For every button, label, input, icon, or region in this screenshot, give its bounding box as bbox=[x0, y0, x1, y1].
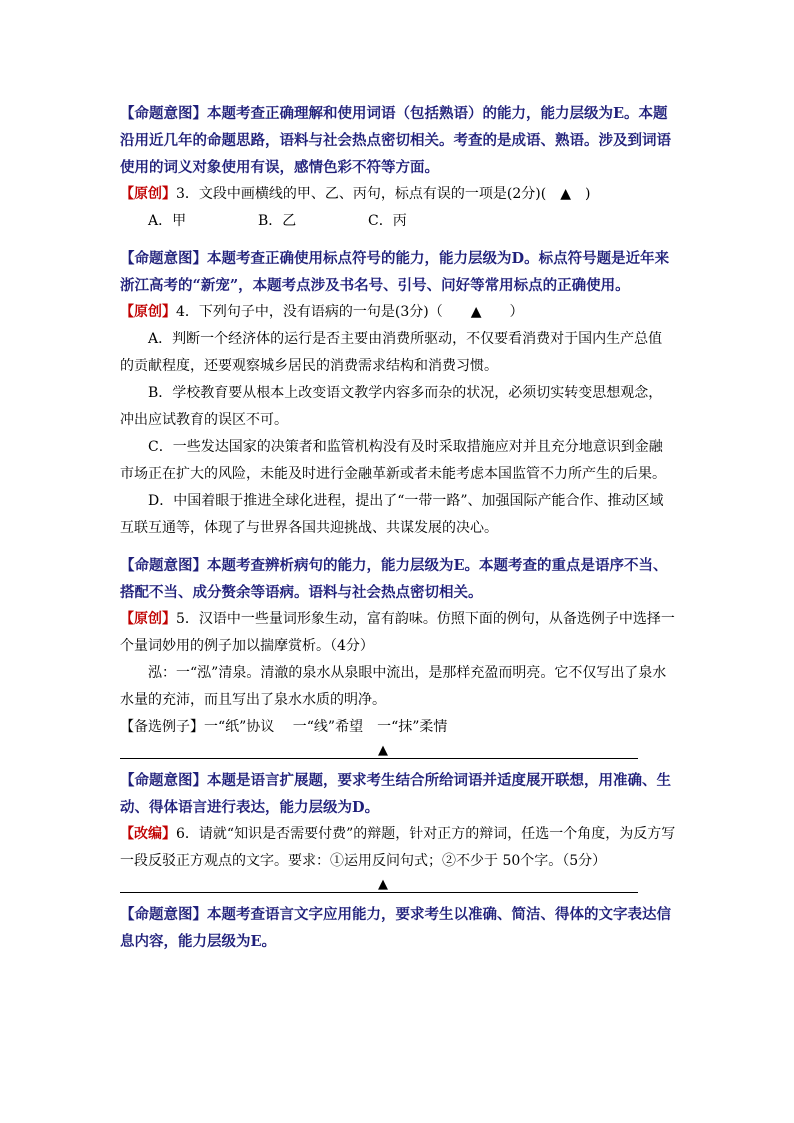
question-4 bbox=[120, 299, 676, 326]
option-d: D．中国着眼于推进全球化进程，提出了“一带一路”、加强国际产能合作、推动区域互联互通等，体现了与世界各国共迎挑战、共谋发展的决心。 bbox=[120, 493, 664, 536]
question-text: 4．下列句子中，没有语病的一句是(3分)（ ▲ ） bbox=[176, 304, 524, 320]
question-tag: 【原创】 bbox=[120, 186, 176, 202]
option-a: A．判断一个经济体的运行是否主要由消费所驱动，不仅要看消费对于国内生产总值的贡献程度，还要观察城乡居民的消费需求结构和消费习惯。 bbox=[120, 331, 663, 374]
question-tag: 【原创】 bbox=[120, 304, 176, 320]
q6-intent-note: 【命题意图】本题考查语言文字应用能力，要求考生以准确、简洁、得体的文字表达信息内容，能力层级为E。 bbox=[120, 906, 671, 950]
question-3-options bbox=[120, 208, 676, 235]
q3-intent-note: 【命题意图】本题考查正确理解和使用词语（包括熟语）的能力，能力层级为E。本题沿用近几年的命题思路，语料与社会热点密切相关。考查的是成语、熟语。涉及到词语使用的词义对象使用有误，感情色彩不符等方面。 bbox=[120, 105, 671, 176]
q4-intent-note: 【命题意图】本题考查辨析病句的能力，能力层级为E。本题考查的重点是语序不当、搭配不当、成分赘余等语病。语料与社会热点密切相关。 bbox=[120, 557, 668, 601]
option-c: C．丙 bbox=[368, 213, 407, 229]
question-text: 3．文段中画横线的甲、乙、丙句，标点有误的一项是(2分)( ▲ ) bbox=[176, 186, 591, 202]
option-a: A．甲 bbox=[148, 213, 187, 229]
answer-mark: ▲ bbox=[378, 877, 388, 892]
example-sentence: 泓：一“泓”清泉。清澈的泉水从泉眼中流出，是那样充盈而明亮。它不仅写出了泉水水量的充沛，而且写出了泉水水质的明净。 bbox=[120, 665, 667, 708]
answer-line bbox=[120, 879, 676, 895]
question-3 bbox=[120, 181, 676, 208]
question-5 bbox=[120, 606, 676, 660]
option-c: C．一些发达国家的决策者和监管机构没有及时采取措施应对并且充分地意识到金融市场正在扩大的风险，未能及时进行金融革新或者未能考虑本国监管不力所产生的后果。 bbox=[120, 439, 666, 482]
choice-examples: 【备选例子】一“纸”协议 一“线”希望 一“抹”柔情 bbox=[120, 719, 448, 735]
option-b: B．学校教育要从根本上改变语文教学内容多而杂的状况，必须切实转变思想观念，冲出应试教育的误区不可。 bbox=[120, 385, 663, 428]
question-text: 5．汉语中一些量词形象生动，富有韵味。仿照下面的例句，从备选例子中选择一个量词妙用的例子加以揣摩赏析。（4分） bbox=[120, 611, 675, 654]
question-tag: 【改编】 bbox=[120, 826, 176, 842]
question-tag: 【原创】 bbox=[120, 611, 176, 627]
question-6 bbox=[120, 821, 676, 875]
q3b-intent-note: 【命题意图】本题考查正确使用标点符号的能力，能力层级为D。标点符号题是近年来浙江高考的“新宠”，本题考点涉及书名号、引号、问好等常用标点的正确使用。 bbox=[120, 250, 670, 294]
answer-line bbox=[120, 745, 676, 761]
document-page bbox=[120, 100, 676, 955]
q5-intent-note: 【命题意图】本题是语言扩展题，要求考生结合所给词语并适度展开联想，用准确、生动、得体语言进行表达，能力层级为D。 bbox=[120, 772, 671, 816]
answer-mark: ▲ bbox=[378, 743, 388, 758]
option-b: B．乙 bbox=[258, 213, 297, 229]
question-text: 6．请就“知识是否需要付费”的辩题，针对正方的辩词，任选一个角度，为反方写一段反驳正方观点的文字。要求：①运用反问句式；②不少于 50个字。（5分） bbox=[120, 826, 676, 869]
